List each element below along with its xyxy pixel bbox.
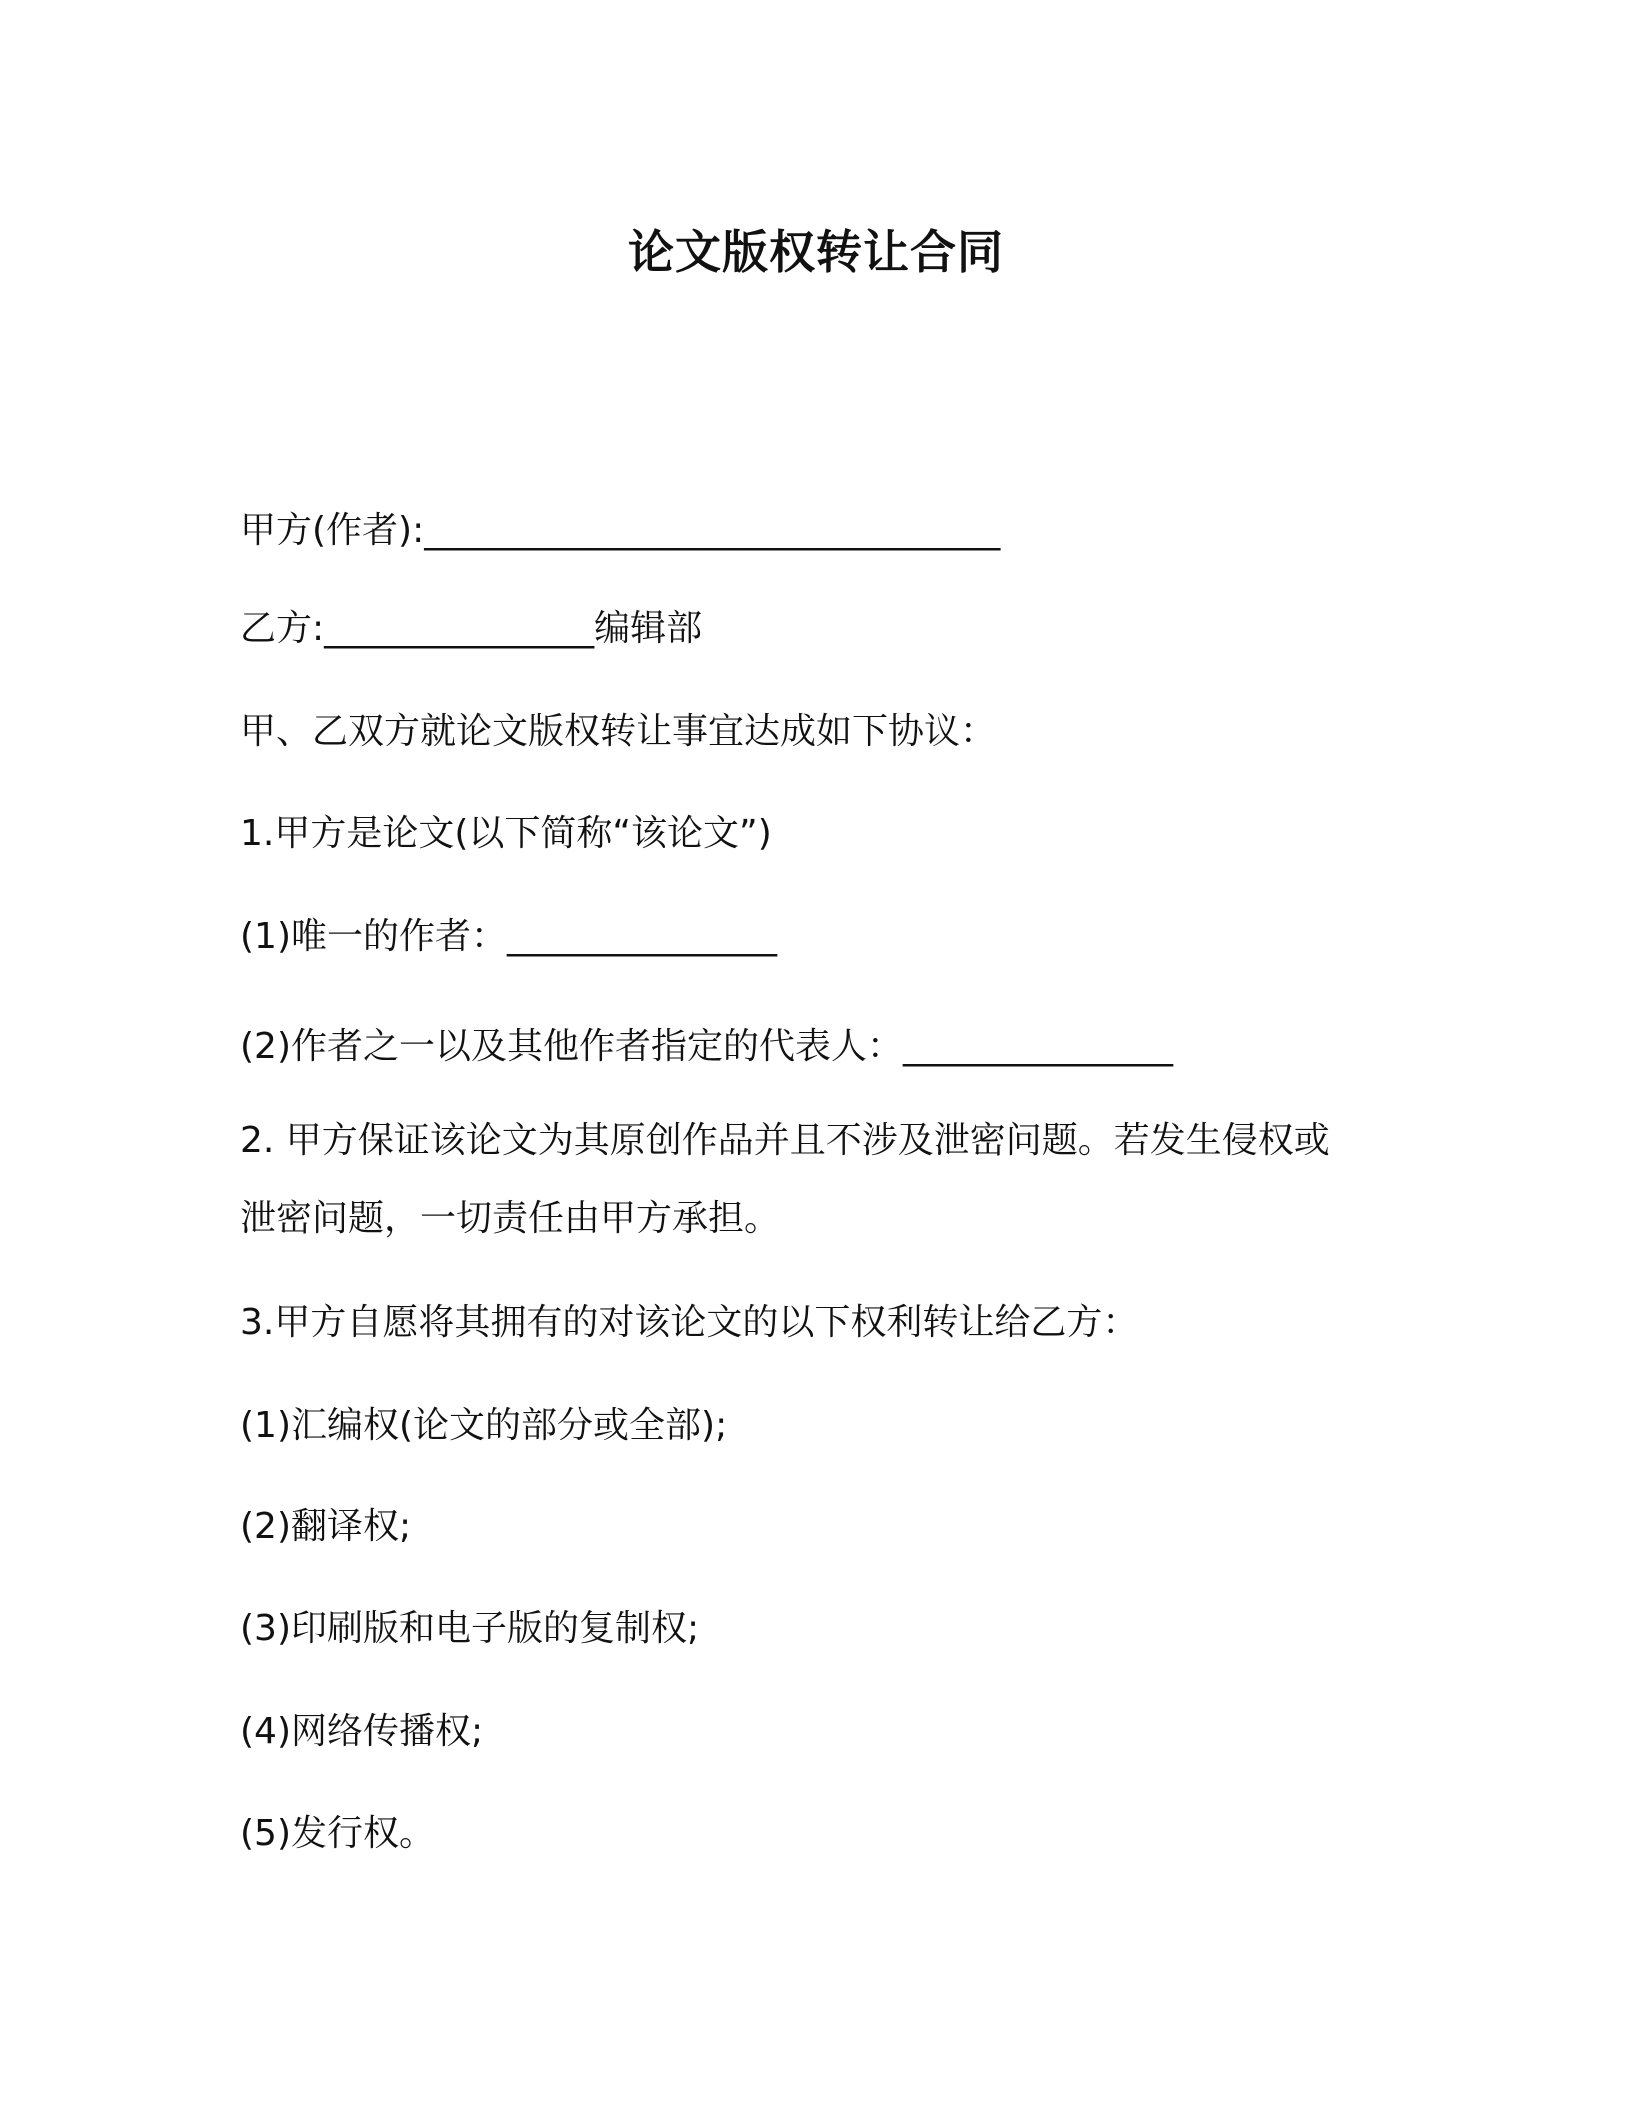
party-b-line: 乙方:_______________编辑部 <box>240 608 703 649</box>
clause-3-item-1: (1)汇编权(论文的部分或全部); <box>240 1405 728 1446</box>
clause-3: 3.甲方自愿将其拥有的对该论文的以下权利转让给乙方： <box>240 1302 1139 1343</box>
clause-1: 1.甲方是论文(以下简称“该论文”) <box>240 813 772 854</box>
document-title: 论文版权转让合同 <box>628 225 1004 279</box>
clause-1-item-2: (2)作者之一以及其他作者指定的代表人：_______________ <box>240 1026 1173 1067</box>
party-a-line: 甲方(作者):________________________________ <box>240 510 1001 551</box>
clause-2-line-2: 泄密问题，一切责任由甲方承担。 <box>240 1198 781 1239</box>
clause-2-line-1: 2. 甲方保证该论文为其原创作品并且不涉及泄密问题。若发生侵权或 <box>240 1120 1330 1161</box>
clause-3-item-4: (4)网络传播权; <box>240 1711 484 1752</box>
clause-3-item-5: (5)发行权。 <box>240 1813 435 1854</box>
clause-1-item-1: (1)唯一的作者：_______________ <box>240 916 777 957</box>
agreement-intro: 甲、乙双方就论文版权转让事宜达成如下协议： <box>240 711 997 752</box>
clause-3-item-3: (3)印刷版和电子版的复制权; <box>240 1608 700 1649</box>
clause-3-item-2: (2)翻译权; <box>240 1506 412 1547</box>
